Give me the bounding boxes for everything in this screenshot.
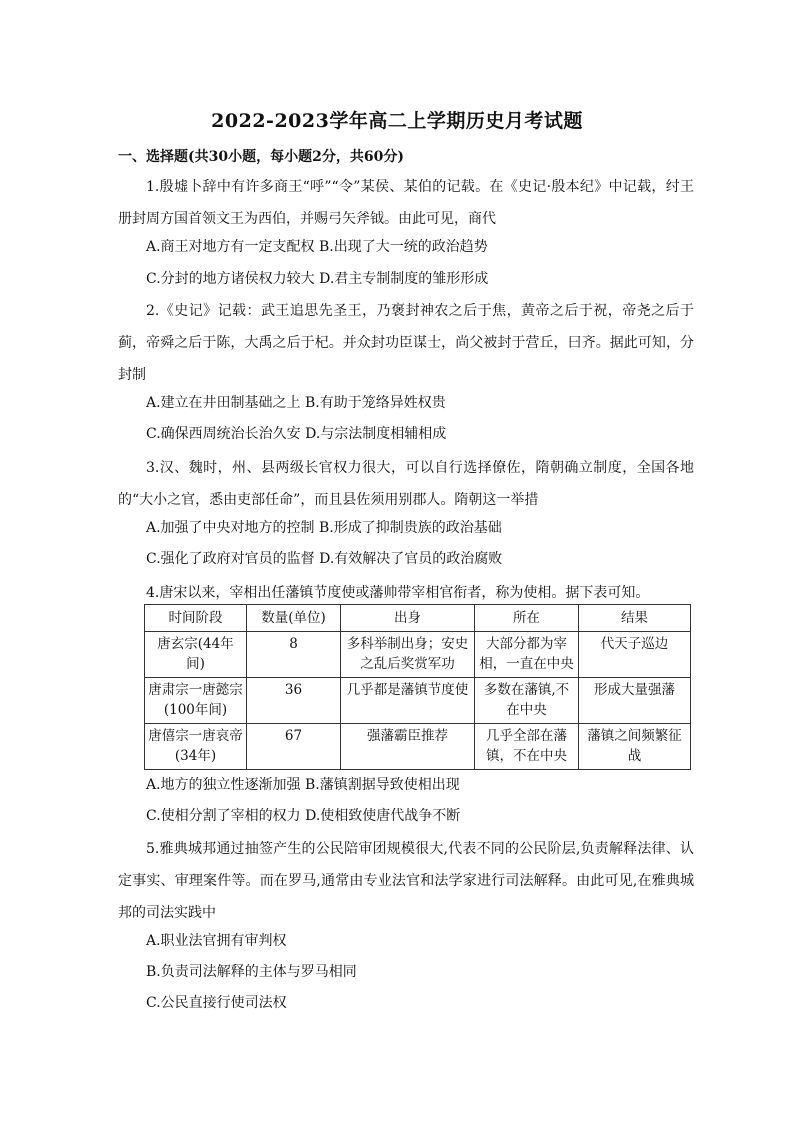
table-header-cell: 时间阶段 xyxy=(145,605,247,632)
table-cell: 多科举制出身；安史之乱后奖赏军功 xyxy=(341,632,475,678)
question-4-table xyxy=(144,604,691,770)
question-5-stem: 5.雅典城邦通过抽签产生的公民陪审团规模很大,代表不同的公民阶层,负责解释法律、认定事实、审理案件等。而在罗马,通常由专业法官和法学家进行司法解释。由此可见,在雅典城邦的司法实践中 xyxy=(118,841,694,921)
question-3-options-ab: A.加强了中央对地方的控制 B.形成了抑制贵族的政治基础 xyxy=(146,520,502,536)
table-cell: 67 xyxy=(247,724,341,770)
table-cell: 8 xyxy=(247,632,341,678)
table-cell: 形成大量强藩 xyxy=(579,678,691,724)
table-header-cell: 出身 xyxy=(341,605,475,632)
question-2-options-cd: C.确保西周统治长治久安 D.与宗法制度相辅相成 xyxy=(146,426,447,442)
table-cell: 唐僖宗一唐哀帝(34年) xyxy=(145,724,247,770)
question-5-option-a: A.职业法官拥有审判权 xyxy=(146,933,287,949)
table-header-cell: 所在 xyxy=(475,605,579,632)
question-1-stem: 1.殷墟卜辞中有许多商王“呼”“令”某侯、某伯的记载。在《史记·殷本纪》中记载，纣王册封周方国首领文王为西伯，并赐弓矢斧钺。由此可见，商代 xyxy=(118,179,694,227)
question-2-options-ab: A.建立在井田制基础之上 B.有助于笼络异姓权贵 xyxy=(146,395,446,411)
table-cell: 多数在藩镇,不在中央 xyxy=(475,678,579,724)
table-cell: 唐肃宗一唐懿宗(100年间) xyxy=(145,678,247,724)
table-cell: 唐玄宗(44年间) xyxy=(145,632,247,678)
table-cell: 代天子巡边 xyxy=(579,632,691,678)
question-4-stem: 4.唐宋以来，宰相出任藩镇节度使或藩帅带宰相官衔者，称为使相。据下表可知。 xyxy=(146,585,650,601)
question-1-options-ab: A.商王对地方有一定支配权 B.出现了大一统的政治趋势 xyxy=(146,239,488,255)
question-4-options-cd: C.使相分割了宰相的权力 D.使相致使唐代战争不断 xyxy=(146,808,461,824)
table-cell: 几乎都是藩镇节度使 xyxy=(341,678,475,724)
question-5-option-c: C.公民直接行使司法权 xyxy=(146,995,287,1011)
section-heading: 一、选择题(共30小题，每小题2分，共60分) xyxy=(118,149,404,165)
table-cell: 藩镇之间频繁征战 xyxy=(579,724,691,770)
table-row xyxy=(145,678,691,724)
table-header-cell: 数量(单位) xyxy=(247,605,341,632)
question-3-options-cd: C.强化了政府对官员的监督 D.有效解决了官员的政治腐败 xyxy=(146,551,503,567)
table-cell: 强藩霸臣推荐 xyxy=(341,724,475,770)
question-4-options-ab: A.地方的独立性逐渐加强 B.藩镇割据导致使相出现 xyxy=(146,777,460,793)
table-header-row xyxy=(145,605,691,632)
question-3-stem: 3.汉、魏时，州、县两级长官权力很大，可以自行选择僚佐，隋朝确立制度，全国各地的“大小之官，悉由吏部任命”，而且县佐须用别郡人。隋朝这一举措 xyxy=(118,460,694,508)
exam-title: 2022-2023学年高二上学期历史月考试题 xyxy=(211,110,583,132)
question-5-option-b: B.负责司法解释的主体与罗马相同 xyxy=(146,964,357,980)
question-1-options-cd: C.分封的地方诸侯权力较大 D.君主专制制度的雏形形成 xyxy=(146,271,489,287)
question-2-stem: 2.《史记》记载：武王追思先圣王，乃褒封神农之后于焦，黄帝之后于祝，帝尧之后于蓟，帝舜之后于陈，大禹之后于杞。并众封功臣谋士，尚父被封于营丘，曰齐。据此可知，分封制 xyxy=(118,303,694,383)
table-cell: 几乎全部在藩镇，不在中央 xyxy=(475,724,579,770)
table-header-cell: 结果 xyxy=(579,605,691,632)
table-cell: 36 xyxy=(247,678,341,724)
table-cell: 大部分都为宰相，一直在中央 xyxy=(475,632,579,678)
table-row xyxy=(145,632,691,678)
table-row xyxy=(145,724,691,770)
